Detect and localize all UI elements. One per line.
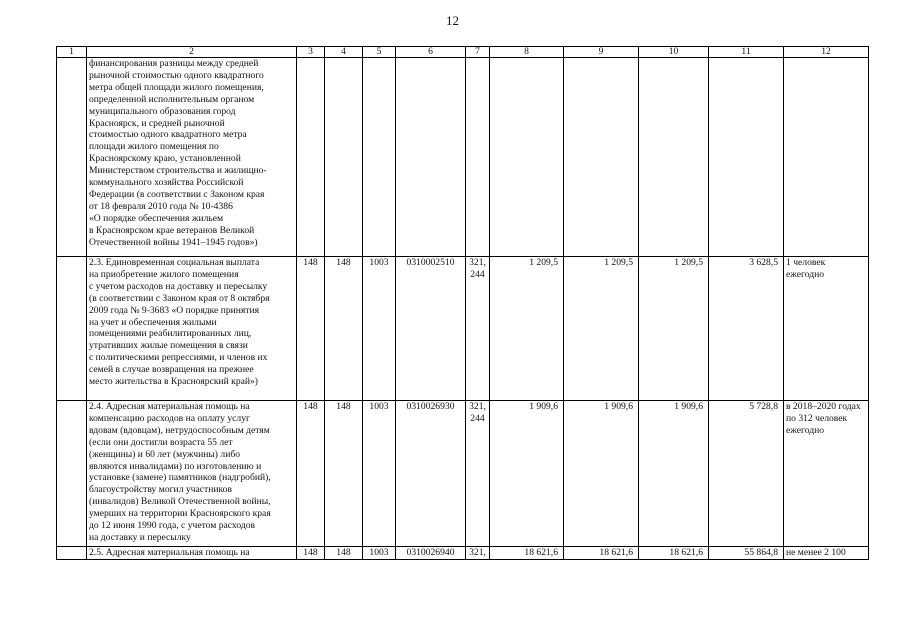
description-cell: 2.3. Единовременная социальная выплата на приобретение жилого помещения с учетом расходов на доставку и пересылку (в соответствии с Законом края от 8 октября 2009 года № 9-3683 «О порядке принятия на учет и обеспечения жилыми помещениями реабилитированных лиц, утративших жилые помещения в связи с политическими репрессиями, и членов их семей в случае возвращения на прежнее место жительства в Красноярский край») xyxy=(87,257,297,401)
table-header-row xyxy=(57,47,869,58)
total-cell: 3 628,5 xyxy=(709,257,784,401)
table-row xyxy=(57,58,869,257)
table-row xyxy=(57,547,869,560)
column-header: 10 xyxy=(639,47,709,58)
column-header: 12 xyxy=(784,47,869,58)
result-cell: не менее 2 100 xyxy=(784,547,869,560)
row-index-cell xyxy=(57,401,87,547)
gr-code-cell: 148 xyxy=(297,401,325,547)
total-cell: 55 864,8 xyxy=(709,547,784,560)
gr-code-cell: 148 xyxy=(297,547,325,560)
section-code-cell: 1003 xyxy=(363,257,396,401)
amount-cell: 18 621,6 xyxy=(639,547,709,560)
expense-type-cell: 321, 244 xyxy=(466,401,490,547)
result-cell: 1 человек ежегодно xyxy=(784,257,869,401)
column-header: 5 xyxy=(363,47,396,58)
section-code-cell xyxy=(363,58,396,257)
column-header: 7 xyxy=(466,47,490,58)
column-header: 2 xyxy=(87,47,297,58)
page-number: 12 xyxy=(446,13,459,28)
budget-table xyxy=(56,46,869,560)
row-index-cell xyxy=(57,257,87,401)
gr-code-cell xyxy=(325,58,363,257)
amount-cell: 18 621,6 xyxy=(564,547,639,560)
target-code-cell xyxy=(396,58,466,257)
result-cell xyxy=(784,58,869,257)
expense-type-cell xyxy=(466,58,490,257)
gr-code-cell xyxy=(297,58,325,257)
amount-cell: 1 209,5 xyxy=(564,257,639,401)
amount-cell: 1 909,6 xyxy=(490,401,564,547)
section-code-cell: 1003 xyxy=(363,547,396,560)
gr-code-cell: 148 xyxy=(325,257,363,401)
description-cell: 2.4. Адресная материальная помощь на компенсацию расходов на оплату услуг вдовам (вдовцам), нетрудоспособным детям (если они достигли возраста 55 лет (женщины) и 60 лет (мужчины) либо являются инвалидами) по изготовлению и установке (замене) памятников (надгробий), благоустройству могил участников (инвалидов) Великой Отечественной войны, умерших на территории Красноярского края до 12 июня 1990 года, с учетом расходов на доставку и пересылку xyxy=(87,401,297,547)
total-cell: 5 728,8 xyxy=(709,401,784,547)
amount-cell: 18 621,6 xyxy=(490,547,564,560)
expense-type-cell: 321, 244 xyxy=(466,257,490,401)
table-row xyxy=(57,257,869,401)
column-header: 6 xyxy=(396,47,466,58)
amount-cell xyxy=(490,58,564,257)
target-code-cell: 0310026930 xyxy=(396,401,466,547)
description-cell: финансирования разницы между средней рыночной стоимостью одного квадратного метра общей площади жилого помещения, определенной исполнительным органом муниципального образования город Красноярск, и средней рыночной стоимостью одного квадратного метра площади жилого помещения по Красноярскому краю, установленной Министерством строительства и жилищно- коммунального хозяйства Российской Федерации (в соответствии с Законом края от 18 февраля 2010 года № 10-4386 «О порядке обеспечения жильем в Красноярском крае ветеранов Великой Отечественной войны 1941–1945 годов») xyxy=(87,58,297,257)
amount-cell: 1 909,6 xyxy=(564,401,639,547)
column-header: 8 xyxy=(490,47,564,58)
amount-cell: 1 209,5 xyxy=(490,257,564,401)
expense-type-cell: 321, xyxy=(466,547,490,560)
amount-cell xyxy=(564,58,639,257)
amount-cell: 1 209,5 xyxy=(639,257,709,401)
column-header: 1 xyxy=(57,47,87,58)
total-cell xyxy=(709,58,784,257)
column-header: 9 xyxy=(564,47,639,58)
gr-code-cell: 148 xyxy=(325,547,363,560)
target-code-cell: 0310026940 xyxy=(396,547,466,560)
row-index-cell xyxy=(57,547,87,560)
section-code-cell: 1003 xyxy=(363,401,396,547)
column-header: 11 xyxy=(709,47,784,58)
amount-cell: 1 909,6 xyxy=(639,401,709,547)
result-cell: в 2018–2020 годах по 312 человек ежегодно xyxy=(784,401,869,547)
column-header: 3 xyxy=(297,47,325,58)
row-index-cell xyxy=(57,58,87,257)
description-cell: 2.5. Адресная материальная помощь на xyxy=(87,547,297,560)
gr-code-cell: 148 xyxy=(325,401,363,547)
amount-cell xyxy=(639,58,709,257)
column-header: 4 xyxy=(325,47,363,58)
table-row xyxy=(57,401,869,547)
gr-code-cell: 148 xyxy=(297,257,325,401)
target-code-cell: 0310002510 xyxy=(396,257,466,401)
